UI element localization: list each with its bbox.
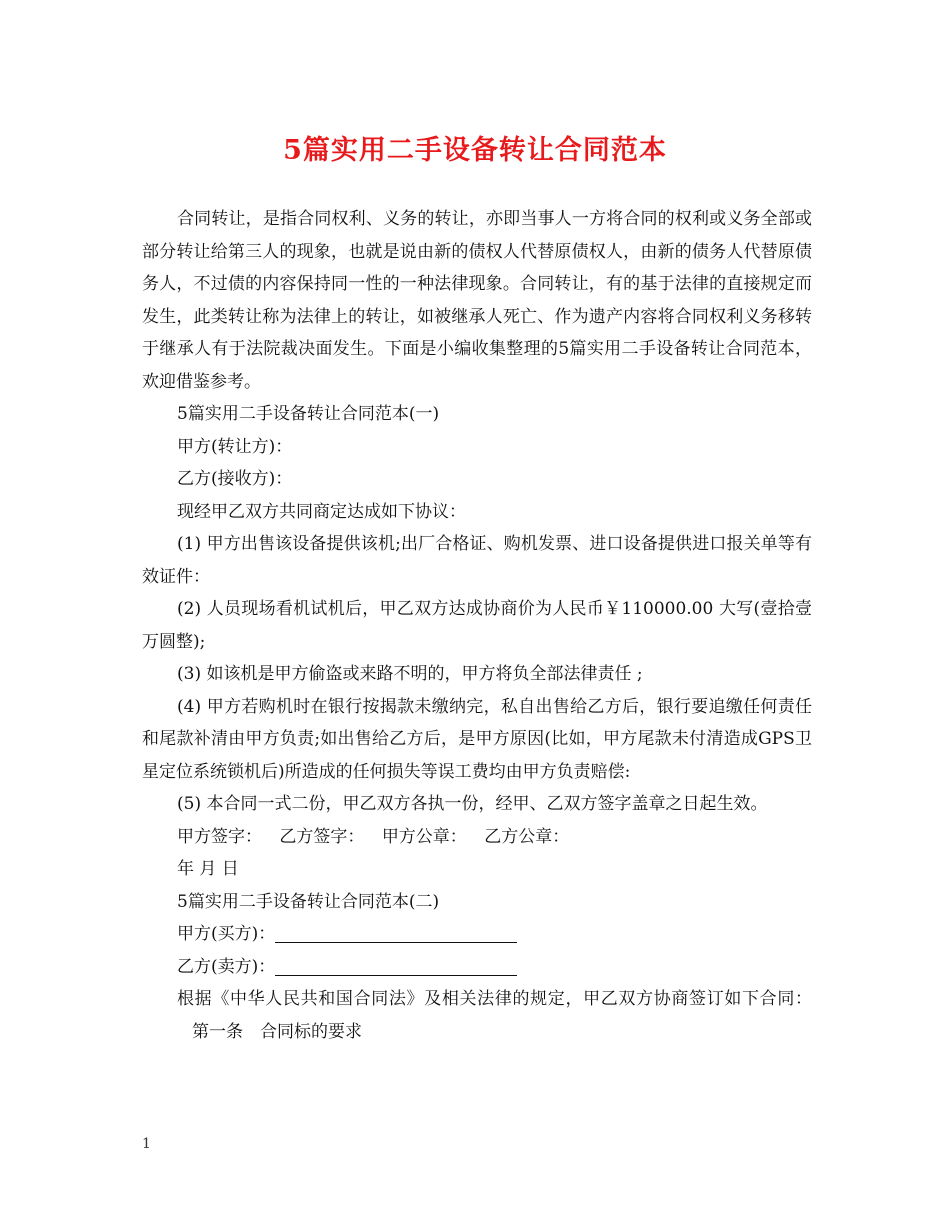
date-line: 年 月 日 — [177, 859, 239, 879]
signature-line — [142, 821, 812, 854]
clause-5: (5) 本合同一式二份，甲乙双方各执一份，经甲、乙双方签字盖章之日起生效。 — [177, 794, 768, 814]
section1-party-a: 甲方(转让方)： — [177, 436, 293, 457]
document-body — [142, 203, 812, 1048]
clause-1: (1) 甲方出售该设备提供该机;出厂合格证、购机发票、进口设备提供进口报关单等有效证件： — [142, 534, 812, 587]
section2-article-1: 第一条 合同标的要求 — [192, 1021, 362, 1042]
section2-party-b: 乙方(卖方)： — [177, 956, 276, 977]
clause-4: (4) 甲方若购机时在银行按揭款未缴纳完，私自出售给乙方后，银行要追缴任何责任和尾款补清由甲方负责;如出售给乙方后，是甲方原因(比如，甲方尾款未付清造成GPS卫星定位系统锁机后)所造成的任何损失等误工费均由甲方负责赔偿: — [142, 696, 812, 782]
section2-law-paragraph — [142, 983, 812, 1048]
party-a-blank[interactable] — [275, 924, 517, 943]
party-b-blank[interactable] — [275, 957, 517, 976]
section2-party-b-line — [142, 951, 812, 984]
section2-law-intro: 根据《中华人民共和国合同法》及相关法律的规定，甲乙双方协商签订如下合同： — [177, 989, 812, 1009]
clause-2: (2) 人员现场看机试机后，甲乙双方达成协商价为人民币￥110000.00 大写(壹拾壹万圆整); — [142, 599, 812, 652]
seal-party-a: 甲方公章： — [381, 826, 467, 847]
clause-3: (3) 如该机是甲方偷盗或来路不明的，甲方将负全部法律责任 ; — [177, 664, 643, 684]
intro-paragraph: 合同转让，是指合同权利、义务的转让，亦即当事人一方将合同的权利或义务全部或部分转让给第三人的现象，也就是说由新的债权人代替原债权人，由新的债务人代替原债务人，不过债的内容保持同一性的一种法律现象。合同转让，有的基于法律的直接规定而发生，此类转让称为法律上的转让，如被继承人死亡、作为遗产内容将合同权利义务移转于继承人有于法院裁决面发生。下面是小编收集整理的5篇实用二手设备转让合同范本，欢迎借鉴参考。 — [142, 209, 812, 392]
section1-agreement-intro: 现经甲乙双方共同商定达成如下协议： — [177, 501, 466, 522]
page-number: 1 — [142, 1136, 151, 1152]
section1-heading: 5篇实用二手设备转让合同范本(一) — [177, 404, 440, 424]
section1-party-b: 乙方(接收方)： — [177, 469, 293, 489]
section2-party-a: 甲方(买方)： — [177, 924, 276, 944]
signature-party-a: 甲方签字： — [177, 826, 262, 847]
document-title: 5篇实用二手设备转让合同范本 — [283, 135, 667, 166]
seal-party-b: 乙方公章： — [484, 826, 570, 847]
section2-party-a-line — [142, 918, 812, 951]
signature-party-b: 乙方签字： — [279, 826, 365, 847]
section2-heading: 5篇实用二手设备转让合同范本(二) — [177, 891, 440, 912]
